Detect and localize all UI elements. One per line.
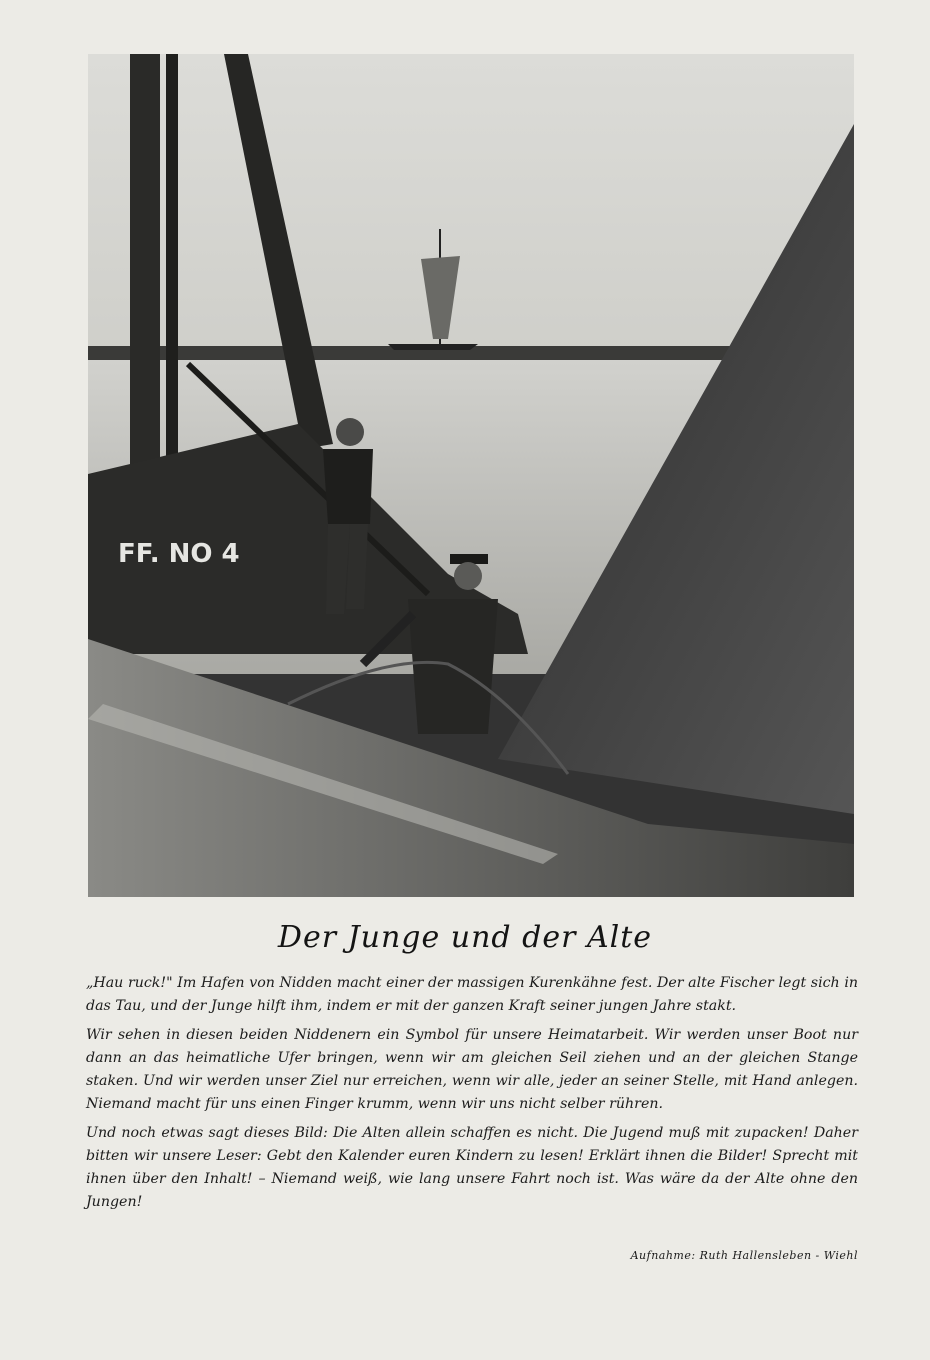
sky xyxy=(88,54,854,354)
harbor-photo-illustration xyxy=(88,54,854,897)
article-body xyxy=(86,972,858,1220)
article-title: Der Junge und der Alte xyxy=(277,920,653,955)
article-paragraph: Und noch etwas sagt dieses Bild: Die Alten allein schaffen es nicht. Die Jugend muß mit zupacken! Daher bitten wir unsere Leser: Gebt den Kalender euren Kindern zu lesen! Erklärt ihnen die Bilder! Sprecht mit ihnen über den Inhalt! – Niemand weiß, wie lang unsere Fahrt noch ist. Was wäre da der Alte ohne den Jungen! xyxy=(86,1125,858,1210)
article-paragraph: Wir sehen in diesen beiden Niddenern ein Symbol für unsere Heimatarbeit. Wir werden unser Boot nur dann an das heimatliche Ufer bringen, wenn wir am gleichen Seil ziehen und an der gleichen Stange staken. Und wir werden unser Ziel nur erreichen, wenn wir alle, jeder an seiner Stelle, mit Hand anlegen. Niemand macht für uns einen Finger krumm, wenn wir uns nicht selber rühren. xyxy=(86,1027,858,1112)
mast-left-thin xyxy=(166,54,178,474)
article-paragraph: „Hau ruck!" Im Hafen von Nidden macht einer der massigen Kurenkähne fest. Der alte Fischer legt sich in das Tau, und der Junge hilft ihm, indem er mit der ganzen Kraft seiner jungen Jahre stakt. xyxy=(86,975,858,1014)
boat-marking: FF. NO 4 xyxy=(118,539,240,569)
mast-left xyxy=(130,54,160,494)
photo-credit: Aufnahme: Ruth Hallensleben - Wiehl xyxy=(630,1249,858,1262)
harbor-photo xyxy=(88,54,854,897)
